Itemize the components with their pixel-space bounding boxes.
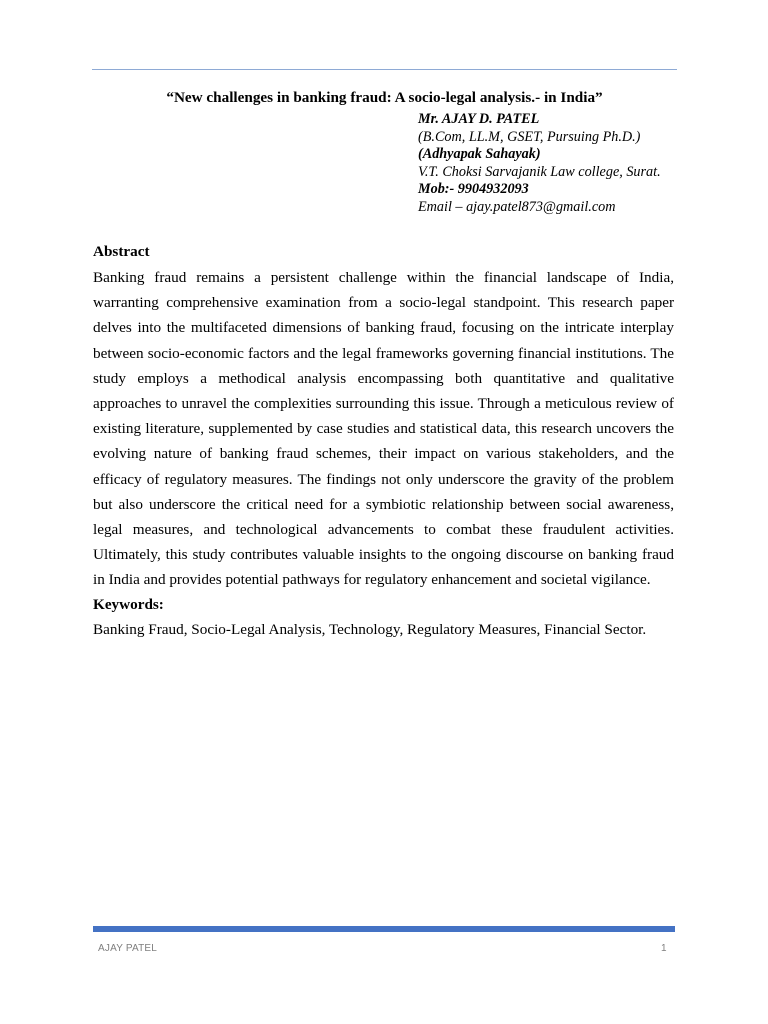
author-institution: V.T. Choksi Sarvajanik Law college, Surat.: [418, 163, 661, 180]
author-block: [418, 111, 718, 217]
author-qualifications: (B.Com, LL.M, GSET, Pursuing Ph.D.): [418, 128, 641, 145]
author-mobile: Mob:- 9904932093: [418, 181, 529, 198]
abstract-heading: Abstract: [93, 243, 150, 260]
footer-rule: [93, 926, 675, 932]
keywords-heading: Keywords:: [93, 596, 164, 613]
author-email: Email – ajay.patel873@gmail.com: [418, 198, 616, 215]
paper-title: “New challenges in banking fraud: A socio-legal analysis.- in India”: [166, 89, 603, 106]
author-designation: (Adhyapak Sahayak): [418, 146, 541, 163]
keywords-text: Banking Fraud, Socio-Legal Analysis, Technology, Regulatory Measures, Financial Sector.: [93, 621, 647, 638]
abstract-text: Banking fraud remains a persistent challenge within the financial landscape of India, warranting comprehensive examination from a socio-legal standpoint. This research paper delves into the multifaceted dimensions of banking fraud, focusing on the intricate interplay between socio-economic factors and the legal frameworks governing financial institutions. The study employs a methodical analysis encompassing both quantitative and qualitative approaches to unravel the complexities surrounding this issue. Through a meticulous review of existing literature, supplemented by case studies and statistical data, this research uncovers the evolving nature of banking fraud schemes, their impact on various stakeholders, and the efficacy of regulatory measures. The findings not only underscore the gravity of the problem but also underscore the critical need for a symbiotic relationship between social awareness, legal measures, and technological advancements to combat these fraudulent activities. Ultimately, this study contributes valuable insights to the ongoing discourse on banking fraud in India and provides potential pathways for regulatory enhancement and societal vigilance.: [93, 269, 674, 589]
page-number: 1: [661, 943, 667, 954]
header-rule: [92, 69, 677, 70]
footer-author: AJAY PATEL: [98, 943, 158, 954]
author-name: Mr. AJAY D. PATEL: [418, 111, 540, 127]
